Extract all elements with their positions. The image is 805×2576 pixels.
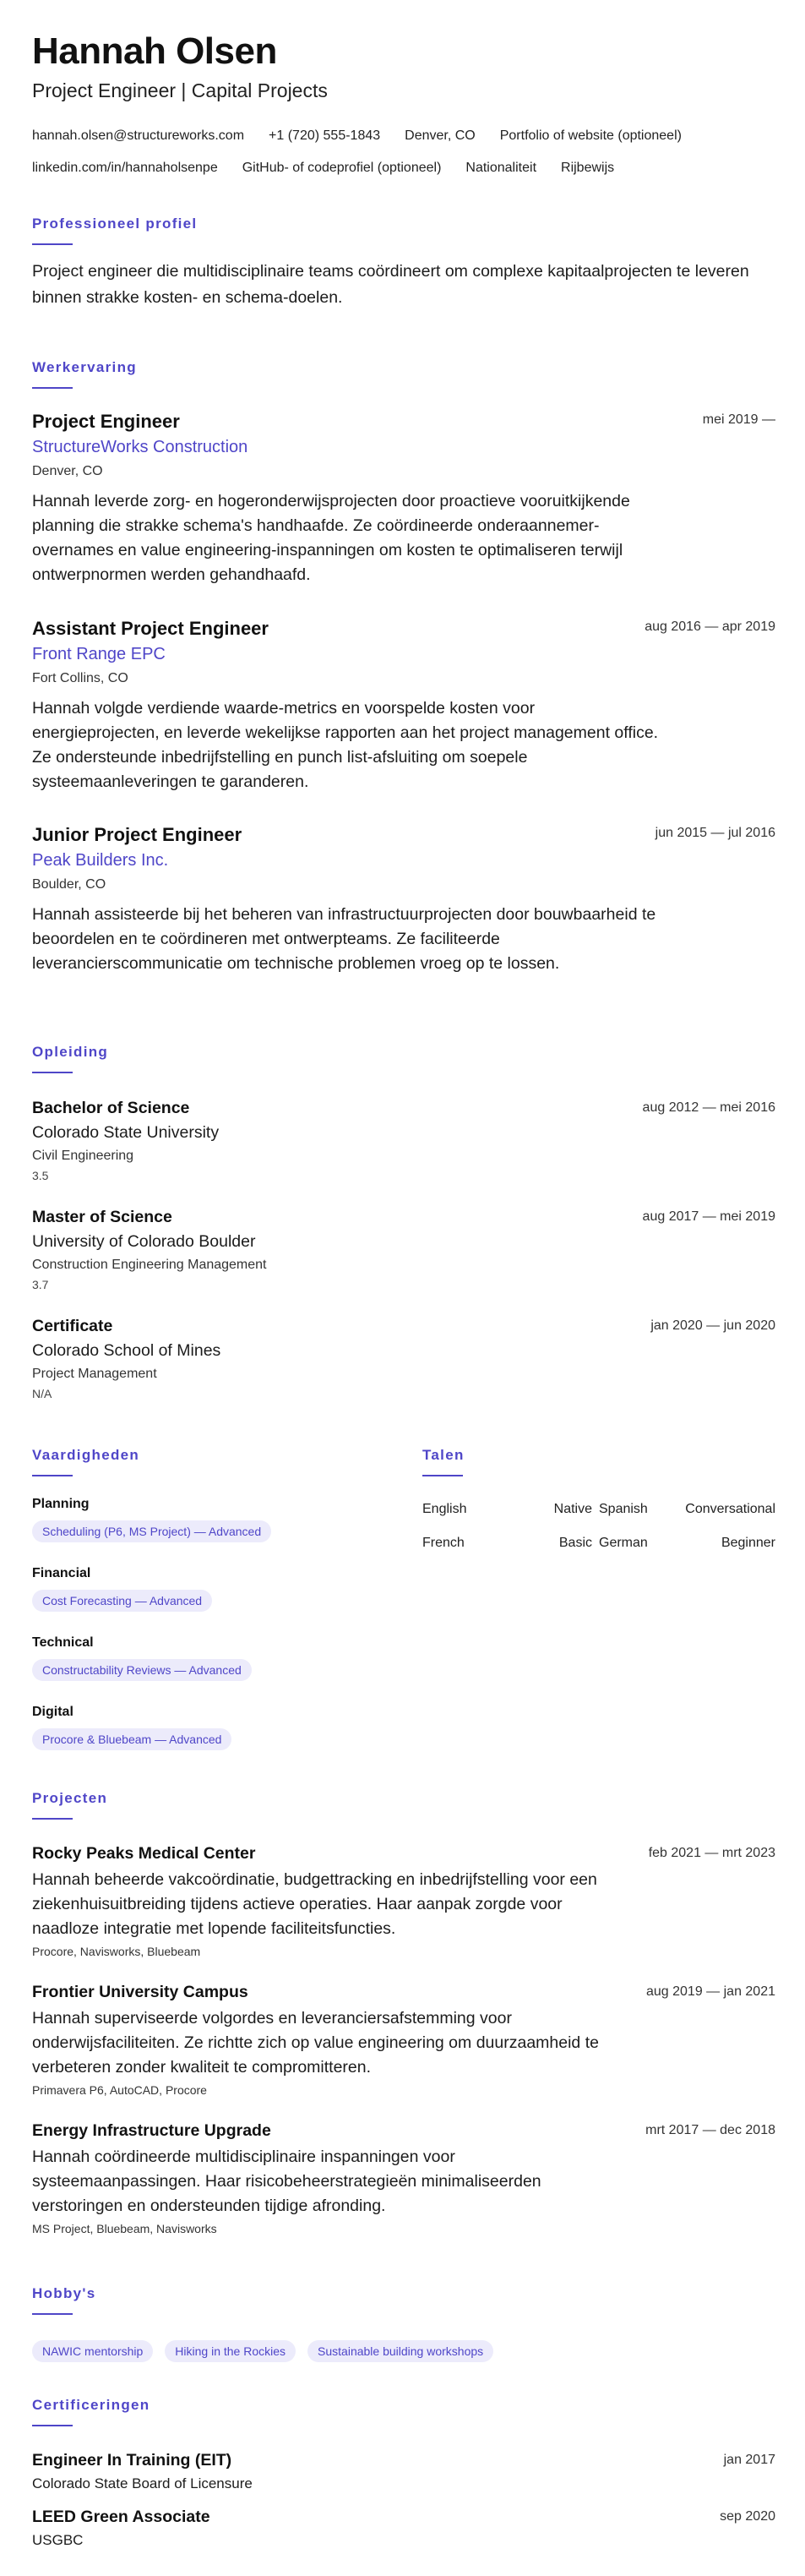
experience-item bbox=[32, 411, 775, 587]
language-item bbox=[599, 1502, 775, 1536]
project-title: Frontier University Campus bbox=[32, 1983, 248, 2001]
edu-school: University of Colorado Boulder bbox=[32, 1232, 256, 1251]
languages-row bbox=[422, 1536, 775, 1569]
project-title: Energy Infrastructure Upgrade bbox=[32, 2121, 271, 2140]
project-dates: aug 2019 — jan 2021 bbox=[645, 1984, 775, 1999]
cert-issuer: USGBC bbox=[32, 2532, 84, 2548]
edu-degree: Bachelor of Science bbox=[32, 1099, 190, 1117]
certification-item bbox=[32, 2451, 775, 2492]
project-description: Hannah coördineerde multidisciplinaire inspanningen voor systeemaanpassingen. Haar risicobeheerstrategieën minimaliseerden verstoringen en ondersteunden tijdige afronding. bbox=[32, 2148, 541, 2215]
section-rule bbox=[32, 243, 73, 245]
section-rule bbox=[422, 1475, 463, 1476]
project-item bbox=[32, 1983, 775, 2097]
job-company: StructureWorks Construction bbox=[32, 438, 248, 456]
edu-gpa: 3.5 bbox=[32, 1169, 49, 1182]
section-title-profile: Professioneel profiel bbox=[32, 216, 198, 232]
section-rule bbox=[32, 2425, 73, 2426]
project-tech: Primavera P6, AutoCAD, Procore bbox=[32, 2083, 207, 2097]
section-rule bbox=[32, 1475, 73, 1476]
language-name: French bbox=[422, 1536, 465, 1550]
language-level: Conversational bbox=[685, 1502, 775, 1516]
contact-linkedin[interactable]: linkedin.com/in/hannaholsenpe bbox=[32, 161, 218, 175]
language-item bbox=[422, 1502, 599, 1536]
section-title-projects: Projecten bbox=[32, 1790, 108, 1806]
skill-group bbox=[32, 1705, 231, 1750]
section-title-languages: Talen bbox=[422, 1447, 465, 1463]
job-location: Boulder, CO bbox=[32, 877, 106, 892]
job-dates: jun 2015 — jul 2016 bbox=[655, 826, 775, 840]
job-description: Hannah volgde verdiende waarde-metrics en voorspelde kosten voor energieprojecten, en leverde wekelijkse rapporten aan het project management office. Ze ondersteunde inbedrijfstelling en punch list-afsluiting om soepele systeemaanleveringen te garanderen. bbox=[32, 699, 659, 791]
skill-pill: Cost Forecasting — Advanced bbox=[32, 1590, 212, 1612]
section-title-hobbies: Hobby's bbox=[32, 2285, 96, 2301]
skill-group bbox=[32, 1635, 252, 1681]
job-dates: aug 2016 — apr 2019 bbox=[645, 619, 775, 634]
project-tech: Procore, Navisworks, Bluebeam bbox=[32, 1945, 201, 1958]
languages-grid bbox=[422, 1502, 775, 1569]
edu-school: Colorado State University bbox=[32, 1123, 220, 1142]
hobbies-list bbox=[32, 2340, 493, 2362]
skill-pill: Scheduling (P6, MS Project) — Advanced bbox=[32, 1520, 271, 1542]
experience-item bbox=[32, 824, 775, 976]
skill-category: Planning bbox=[32, 1497, 90, 1511]
edu-degree: Certificate bbox=[32, 1317, 113, 1335]
education-item bbox=[32, 1317, 775, 1400]
cert-title: Engineer In Training (EIT) bbox=[32, 2451, 232, 2470]
edu-school: Colorado School of Mines bbox=[32, 1341, 221, 1360]
cert-issuer: Colorado State Board of Licensure bbox=[32, 2475, 253, 2491]
job-location: Fort Collins, CO bbox=[32, 671, 128, 685]
language-name: German bbox=[599, 1536, 648, 1550]
hobby-pill: Hiking in the Rockies bbox=[165, 2340, 296, 2362]
project-item bbox=[32, 2121, 775, 2235]
edu-field: Construction Engineering Management bbox=[32, 1258, 267, 1272]
language-level: Beginner bbox=[721, 1536, 775, 1550]
job-title: Junior Project Engineer bbox=[32, 824, 242, 845]
contact-row-2 bbox=[32, 152, 775, 184]
hobby-pill: Sustainable building workshops bbox=[307, 2340, 493, 2362]
edu-gpa: 3.7 bbox=[32, 1278, 49, 1291]
contact-info bbox=[32, 120, 775, 184]
section-title-certifications: Certificeringen bbox=[32, 2397, 150, 2413]
section-title-education: Opleiding bbox=[32, 1044, 109, 1060]
skill-pill: Procore & Bluebeam — Advanced bbox=[32, 1728, 231, 1750]
job-location: Denver, CO bbox=[32, 464, 103, 478]
education-item bbox=[32, 1099, 775, 1182]
certification-item bbox=[32, 2508, 775, 2549]
contact-drivers-license: Rijbewijs bbox=[561, 161, 615, 175]
contact-portfolio[interactable]: Portfolio of website (optioneel) bbox=[499, 128, 682, 143]
contact-phone[interactable]: +1 (720) 555-1843 bbox=[269, 128, 381, 143]
project-description: Hannah beheerde vakcoördinatie, budgettracking en inbedrijfstelling voor een ziekenhuisuitbreiding tijdens actieve operaties. Haar aanpak zorgde voor naadloze integratie met lopende faciliteitsfuncties. bbox=[32, 1870, 597, 1938]
project-dates: feb 2021 — mrt 2023 bbox=[648, 1846, 775, 1860]
section-rule bbox=[32, 1072, 73, 1073]
project-title: Rocky Peaks Medical Center bbox=[32, 1844, 256, 1863]
section-title-experience: Werkervaring bbox=[32, 359, 137, 375]
skill-group bbox=[32, 1566, 212, 1612]
edu-degree: Master of Science bbox=[32, 1208, 172, 1226]
language-name: Spanish bbox=[599, 1502, 648, 1516]
skill-group bbox=[32, 1497, 271, 1542]
language-name: English bbox=[422, 1502, 467, 1516]
contact-location: Denver, CO bbox=[405, 128, 476, 143]
edu-dates: jan 2020 — jun 2020 bbox=[650, 1318, 775, 1333]
edu-field: Civil Engineering bbox=[32, 1149, 134, 1163]
language-level: Basic bbox=[558, 1536, 592, 1550]
candidate-name: Hannah Olsen bbox=[32, 30, 277, 72]
job-title: Project Engineer bbox=[32, 411, 180, 432]
language-item bbox=[422, 1536, 599, 1569]
profile-summary: Project engineer die multidisciplinaire teams coördineert om complexe kapitaalprojecten te leveren binnen strakke kosten- en schema-doelen. bbox=[32, 262, 749, 307]
job-dates: mei 2019 — bbox=[702, 412, 775, 427]
job-company: Peak Builders Inc. bbox=[32, 851, 169, 870]
skill-category: Technical bbox=[32, 1635, 94, 1650]
section-rule bbox=[32, 387, 73, 389]
edu-dates: aug 2012 — mei 2016 bbox=[642, 1100, 775, 1115]
skill-category: Digital bbox=[32, 1705, 73, 1719]
experience-item bbox=[32, 618, 775, 794]
project-dates: mrt 2017 — dec 2018 bbox=[645, 2123, 775, 2137]
contact-github[interactable]: GitHub- of codeprofiel (optioneel) bbox=[242, 161, 442, 175]
cert-title: LEED Green Associate bbox=[32, 2508, 210, 2526]
section-rule bbox=[32, 2313, 73, 2315]
job-company: Front Range EPC bbox=[32, 645, 166, 663]
edu-dates: aug 2017 — mei 2019 bbox=[642, 1209, 775, 1224]
project-description: Hannah superviseerde volgordes en leveranciersafstemming voor onderwijsfaciliteiten. Ze richtte zich op value engineering om duurzaamheid te verbeteren zonder kwaliteit te compromitteren. bbox=[32, 2009, 599, 2077]
education-item bbox=[32, 1208, 775, 1291]
languages-row bbox=[422, 1502, 775, 1536]
job-description: Hannah leverde zorg- en hogeronderwijsprojecten door proactieve vooruitkijkende planning die strakke schema's handhaafde. Ze coördineerde onderaannemer-overnames en value engineering-inspanningen om kosten te optimaliseren terwijl ontwerpnormen werden gehandhaafd. bbox=[32, 492, 630, 584]
edu-field: Project Management bbox=[32, 1367, 157, 1381]
job-title: Assistant Project Engineer bbox=[32, 618, 269, 639]
section-rule bbox=[32, 1818, 73, 1820]
candidate-headline: Project Engineer | Capital Projects bbox=[32, 79, 328, 101]
contact-nationality: Nationaliteit bbox=[465, 161, 537, 175]
project-item bbox=[32, 1844, 775, 1958]
hobby-pill: NAWIC mentorship bbox=[32, 2340, 153, 2362]
language-level: Native bbox=[553, 1502, 592, 1516]
skill-category: Financial bbox=[32, 1566, 91, 1580]
skill-pill: Constructability Reviews — Advanced bbox=[32, 1659, 252, 1681]
section-title-skills: Vaardigheden bbox=[32, 1447, 140, 1463]
job-description: Hannah assisteerde bij het beheren van infrastructuurprojecten door bouwbaarheid te beoordelen en te coördineren met ontwerpteams. Ze faciliteerde leverancierscommunicatie om technische problemen vroeg op te lossen. bbox=[32, 905, 656, 973]
contact-email[interactable]: hannah.olsen@structureworks.com bbox=[32, 128, 245, 143]
project-tech: MS Project, Bluebeam, Navisworks bbox=[32, 2222, 217, 2235]
edu-gpa: N/A bbox=[32, 1387, 52, 1400]
cert-date: jan 2017 bbox=[723, 2453, 775, 2467]
language-item bbox=[599, 1536, 775, 1569]
cert-date: sep 2020 bbox=[720, 2509, 775, 2524]
contact-row-1 bbox=[32, 120, 775, 152]
